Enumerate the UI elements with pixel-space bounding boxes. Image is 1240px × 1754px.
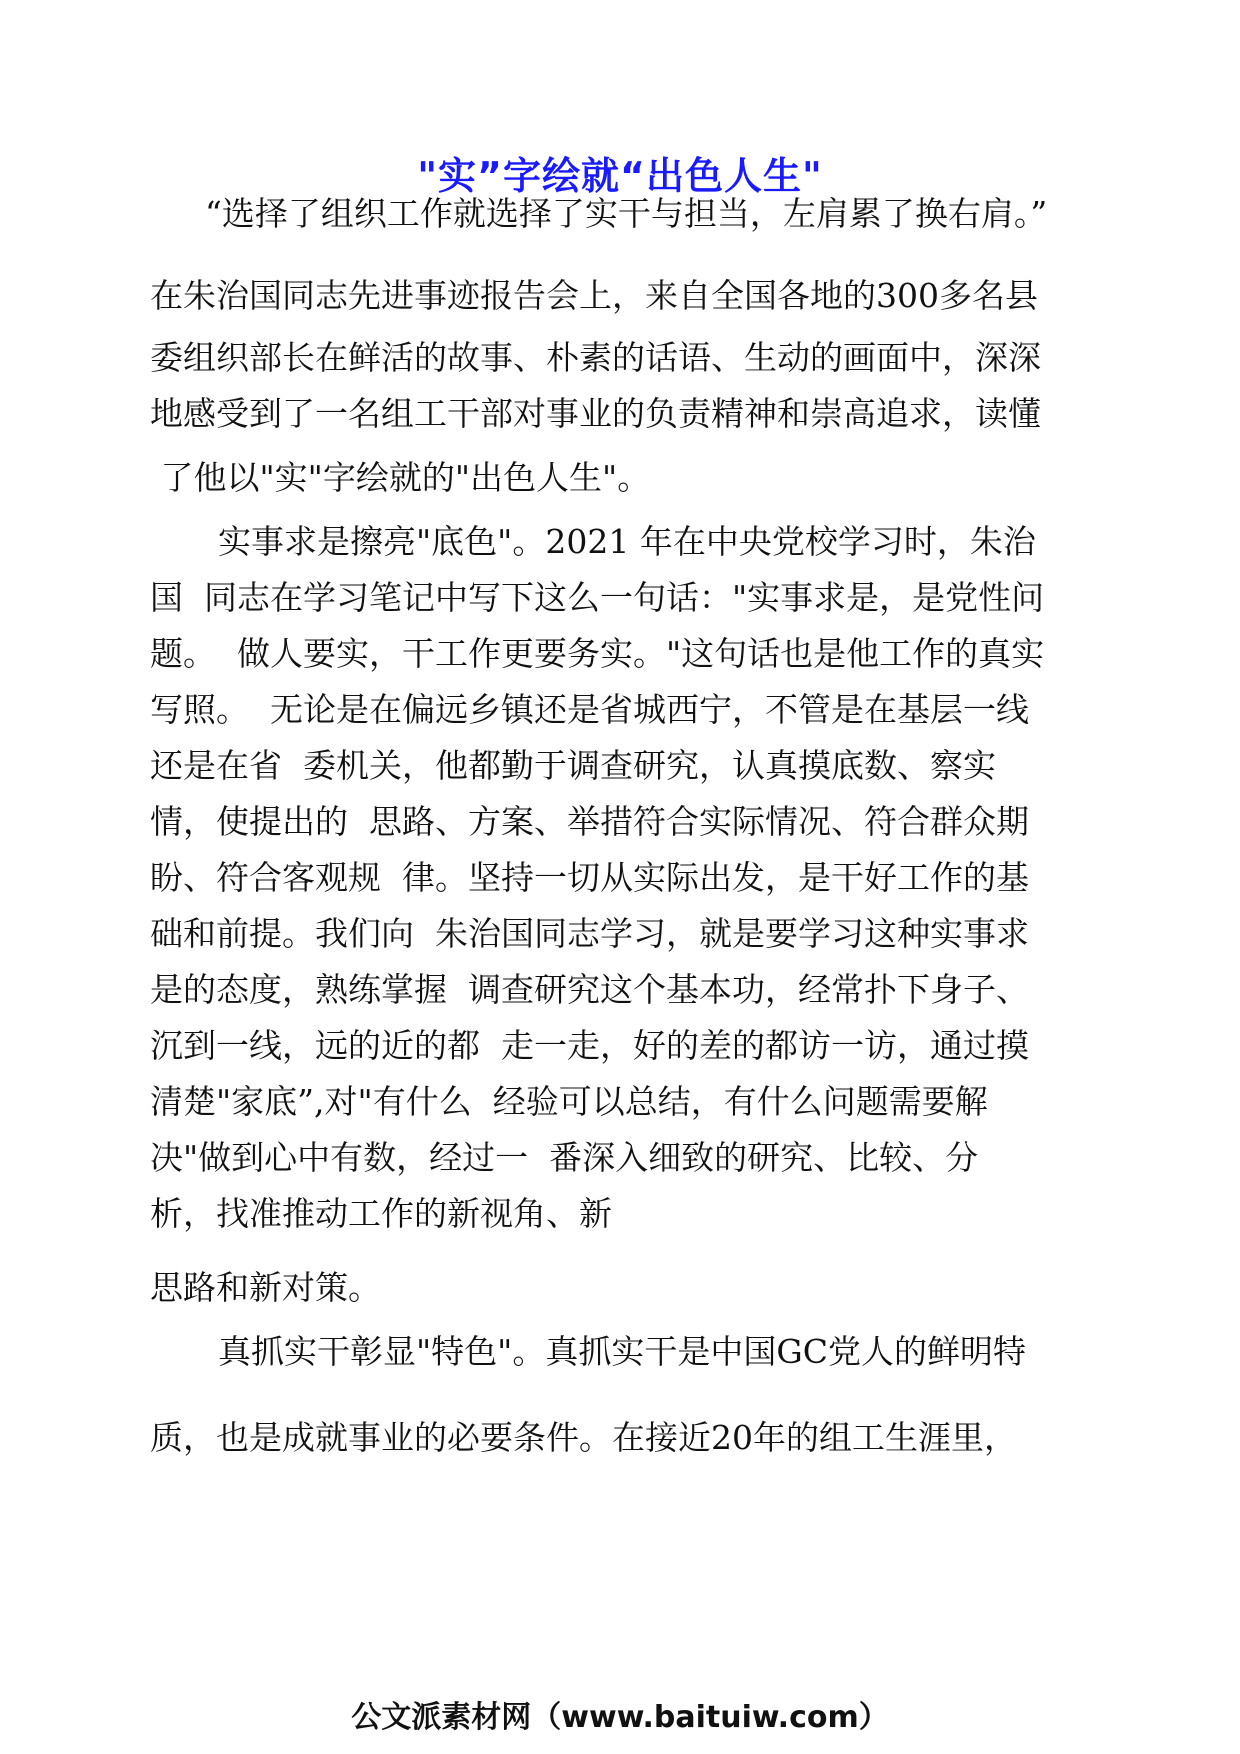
text-line: 了他以"实"字绘就的"出色人生"。 bbox=[150, 458, 651, 497]
text-line: 础和前提。我们向 朱治国同志学习，就是要学习这种实事求 bbox=[150, 914, 1029, 953]
text-line: 真抓实干彰显"特色"。真抓实干是中国GC党人的鲜明特 bbox=[218, 1332, 1026, 1371]
text-line: 析，找准推动工作的新视角、新 bbox=[150, 1194, 612, 1233]
text-line: 国 同志在学习笔记中写下这么一句话："实事求是，是党性问 bbox=[150, 578, 1045, 617]
text-line: 质，也是成就事业的必要条件。在接近20年的组工生涯里， bbox=[150, 1418, 1017, 1457]
text-line: 情，使提出的 思路、方案、举措符合实际情况、符合群众期 bbox=[150, 802, 1029, 841]
text-line: 还是在省 委机关，他都勤于调查研究，认真摸底数、察实 bbox=[150, 746, 996, 785]
text-line: 盼、符合客观规 律。坚持一切从实际出发，是干好工作的基 bbox=[150, 858, 1029, 897]
document-title: "实”字绘就“出色人生" bbox=[417, 154, 823, 198]
text-line: 清楚"家底”,对"有什么 经验可以总结，有什么问题需要解 bbox=[150, 1082, 988, 1121]
text-line: 沉到一线，远的近的都 走一走，好的差的都访一访，通过摸 bbox=[150, 1026, 1029, 1065]
footer-watermark: 公文派素材网（www.baituiw.com） bbox=[351, 1700, 889, 1735]
text-line: 在朱治国同志先进事迹报告会上，来自全国各地的300多名县 bbox=[150, 276, 1038, 315]
text-line: 题。 做人要实，干工作更要务实。"这句话也是他工作的真实 bbox=[150, 634, 1045, 673]
text-line: 委组织部长在鲜活的故事、朴素的话语、生动的画面中，深深 bbox=[150, 338, 1041, 377]
text-line: 是的态度，熟练掌握 调查研究这个基本功，经常扑下身子、 bbox=[150, 970, 1029, 1009]
text-line: 写照。 无论是在偏远乡镇还是省城西宁，不管是在基层一线 bbox=[150, 690, 1029, 729]
text-line: 地感受到了一名组工干部对事业的负责精神和崇高追求，读懂 bbox=[150, 394, 1041, 433]
text-line: 决"做到心中有数，经过一 番深入细致的研究、比较、分 bbox=[150, 1138, 979, 1177]
text-line: 实事求是擦亮"底色"。2021 年在中央党校学习时，朱治 bbox=[218, 522, 1036, 561]
text-line: “选择了组织工作就选择了实干与担当，左肩累了换右肩。” bbox=[205, 194, 1048, 233]
text-line: 思路和新对策。 bbox=[150, 1268, 381, 1307]
